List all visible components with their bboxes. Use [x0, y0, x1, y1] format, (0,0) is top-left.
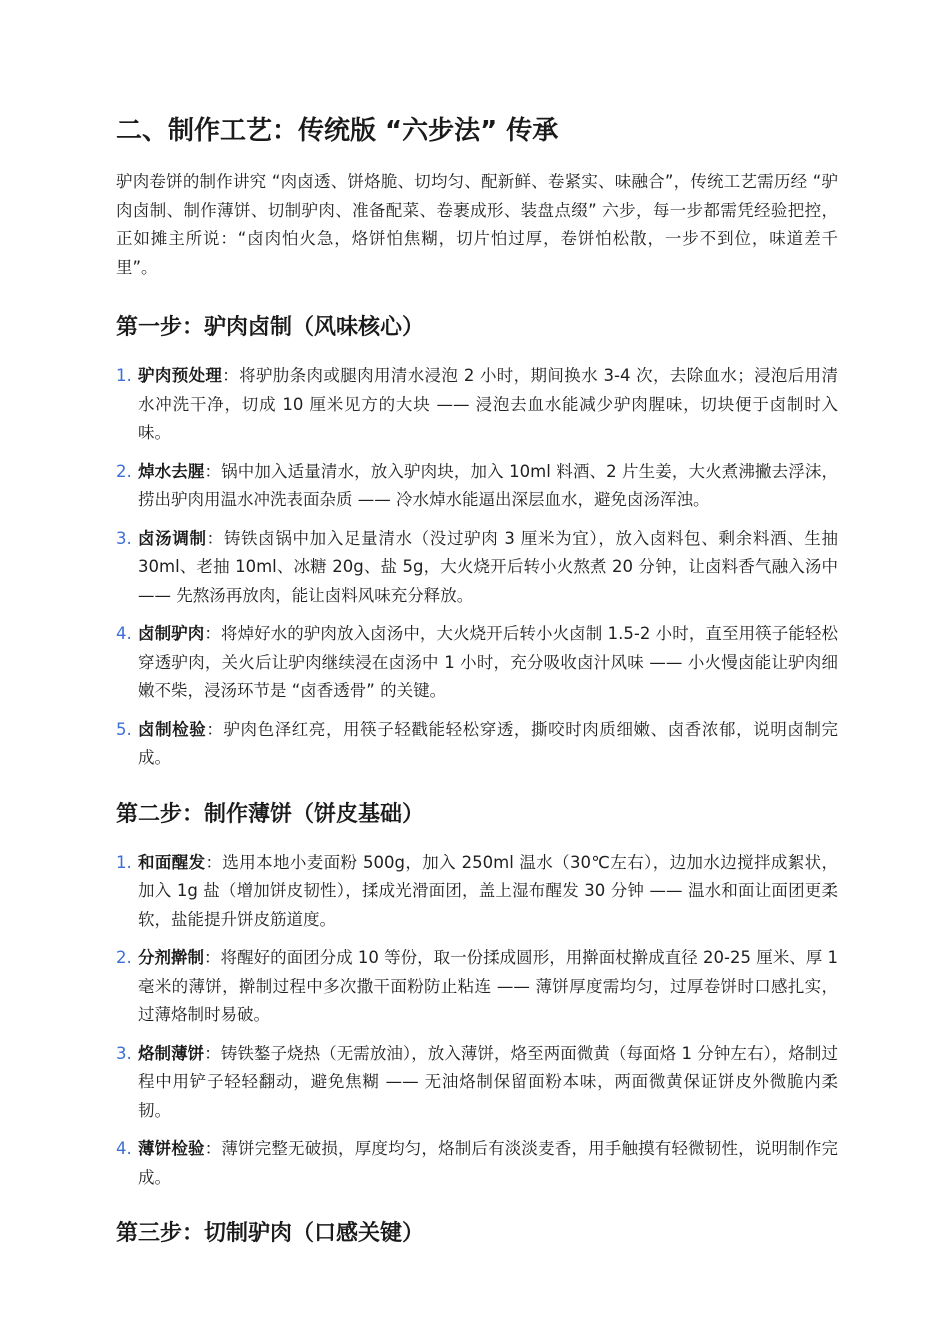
list-text: ：铸铁鏊子烧热（无需放油），放入薄饼，烙至两面微黄（每面烙 1 分钟左右），烙制过程中用铲子轻轻翻动，避免焦糊 —— 无油烙制保留面粉本味，两面微黄保证饼皮外微脆内柔韧。	[138, 1043, 838, 1120]
list-term: 卤制驴肉	[138, 624, 205, 643]
list-text: ：将焯好水的驴肉放入卤汤中，大火烧开后转小火卤制 1.5-2 小时，直至用筷子能轻松穿透驴肉，关火后让驴肉继续浸在卤汤中 1 小时，充分吸收卤汁风味 —— 小火慢卤能让驴肉细嫩不柴，浸汤环节是 “卤香透骨” 的关键。	[138, 624, 839, 700]
list-text: ：将驴肋条肉或腿肉用清水浸泡 2 小时，期间换水 3-4 次，去除血水；浸泡后用清水冲洗干净，切成 10 厘米见方的大块 —— 浸泡去血水能减少驴肉腥味，切块便于卤制时入味。	[138, 366, 838, 442]
list-number: 5.	[116, 719, 132, 739]
list-item	[116, 944, 838, 1030]
list-number: 3.	[116, 528, 132, 548]
step1-title: 第一步：驴肉卤制（风味核心）	[116, 315, 425, 340]
list-text: ：铸铁卤锅中加入足量清水（没过驴肉 3 厘米为宜），放入卤料包、剩余料酒、生抽 30ml、老抽 10ml、冰糖 20g、盐 5g，大火烧开后转小火熬煮 20 分钟，让卤料香气融入汤中 —— 先熬汤再放肉，能让卤料风味充分释放。	[138, 528, 839, 605]
list-item	[116, 1040, 838, 1126]
list-term: 烙制薄饼	[138, 1043, 205, 1063]
step2-title: 第二步：制作薄饼（饼皮基础）	[116, 801, 425, 827]
list-number: 1.	[116, 852, 132, 872]
list-item	[116, 458, 838, 515]
list-item	[116, 620, 838, 706]
list-text: ：锅中加入适量清水，放入驴肉块，加入 10ml 料酒、2 片生姜，大火煮沸撇去浮沫，捞出驴肉用温水冲洗表面杂质 —— 冷水焯水能逼出深层血水，避免卤汤浑浊。	[138, 461, 838, 509]
list-number: 2.	[116, 461, 132, 481]
list-term: 薄饼检验	[138, 1139, 205, 1158]
list-item	[116, 362, 838, 448]
list-term: 驴肉预处理	[138, 366, 223, 385]
list-text: ：薄饼完整无破损，厚度均匀，烙制后有淡淡麦香，用手触摸有轻微韧性，说明制作完成。	[138, 1139, 839, 1187]
intro-paragraph: 驴肉卷饼的制作讲究 “肉卤透、饼烙脆、切均匀、配新鲜、卷紧实、味融合”，传统工艺需历经 “驴肉卤制、制作薄饼、切制驴肉、准备配菜、卷裹成形、装盘点缀” 六步，每一步都需凭经验把控，正如摊主所说：“卤肉怕火急，烙饼怕焦糊，切片怕过厚，卷饼怕松散，一步不到位，味道差千里”。	[116, 172, 838, 277]
list-item	[116, 849, 838, 935]
list-text: ：将醒好的面团分成 10 等份，取一份揉成圆形，用擀面杖擀成直径 20-25 厘米、厚 1 毫米的薄饼，擀制过程中多次撒干面粉防止粘连 —— 薄饼厚度需均匀，过厚卷饼时口感扎实，过薄烙制时易破。	[138, 948, 839, 1024]
document-page	[116, 112, 838, 1268]
list-number: 4.	[116, 624, 132, 643]
list-term: 卤汤调制	[138, 528, 207, 548]
list-term: 焯水去腥	[138, 461, 205, 481]
section-title: 二、制作工艺：传统版 “六步法” 传承	[116, 116, 559, 146]
list-term: 卤制检验	[138, 719, 207, 739]
step3-title: 第三步：切制驴肉（口感关键）	[116, 1221, 425, 1246]
list-number: 1.	[116, 366, 132, 385]
list-number: 4.	[116, 1139, 132, 1158]
list-item	[116, 1135, 838, 1192]
step1-list	[116, 362, 838, 773]
list-number: 3.	[116, 1043, 132, 1063]
list-text: ：选用本地小麦面粉 500g，加入 250ml 温水（30℃左右），边加水边搅拌成絮状，加入 1g 盐（增加饼皮韧性），揉成光滑面团，盖上湿布醒发 30 分钟 —— 温水和面让面团更柔软，盐能提升饼皮筋道度。	[138, 852, 838, 929]
list-item	[116, 716, 838, 773]
list-term: 和面醒发	[138, 852, 206, 872]
list-text: ：驴肉色泽红亮，用筷子轻戳能轻松穿透，撕咬时肉质细嫩、卤香浓郁，说明卤制完成。	[138, 719, 839, 767]
list-term: 分剂擀制	[138, 948, 205, 967]
step2-list	[116, 849, 838, 1193]
list-item	[116, 525, 838, 611]
list-number: 2.	[116, 948, 132, 967]
